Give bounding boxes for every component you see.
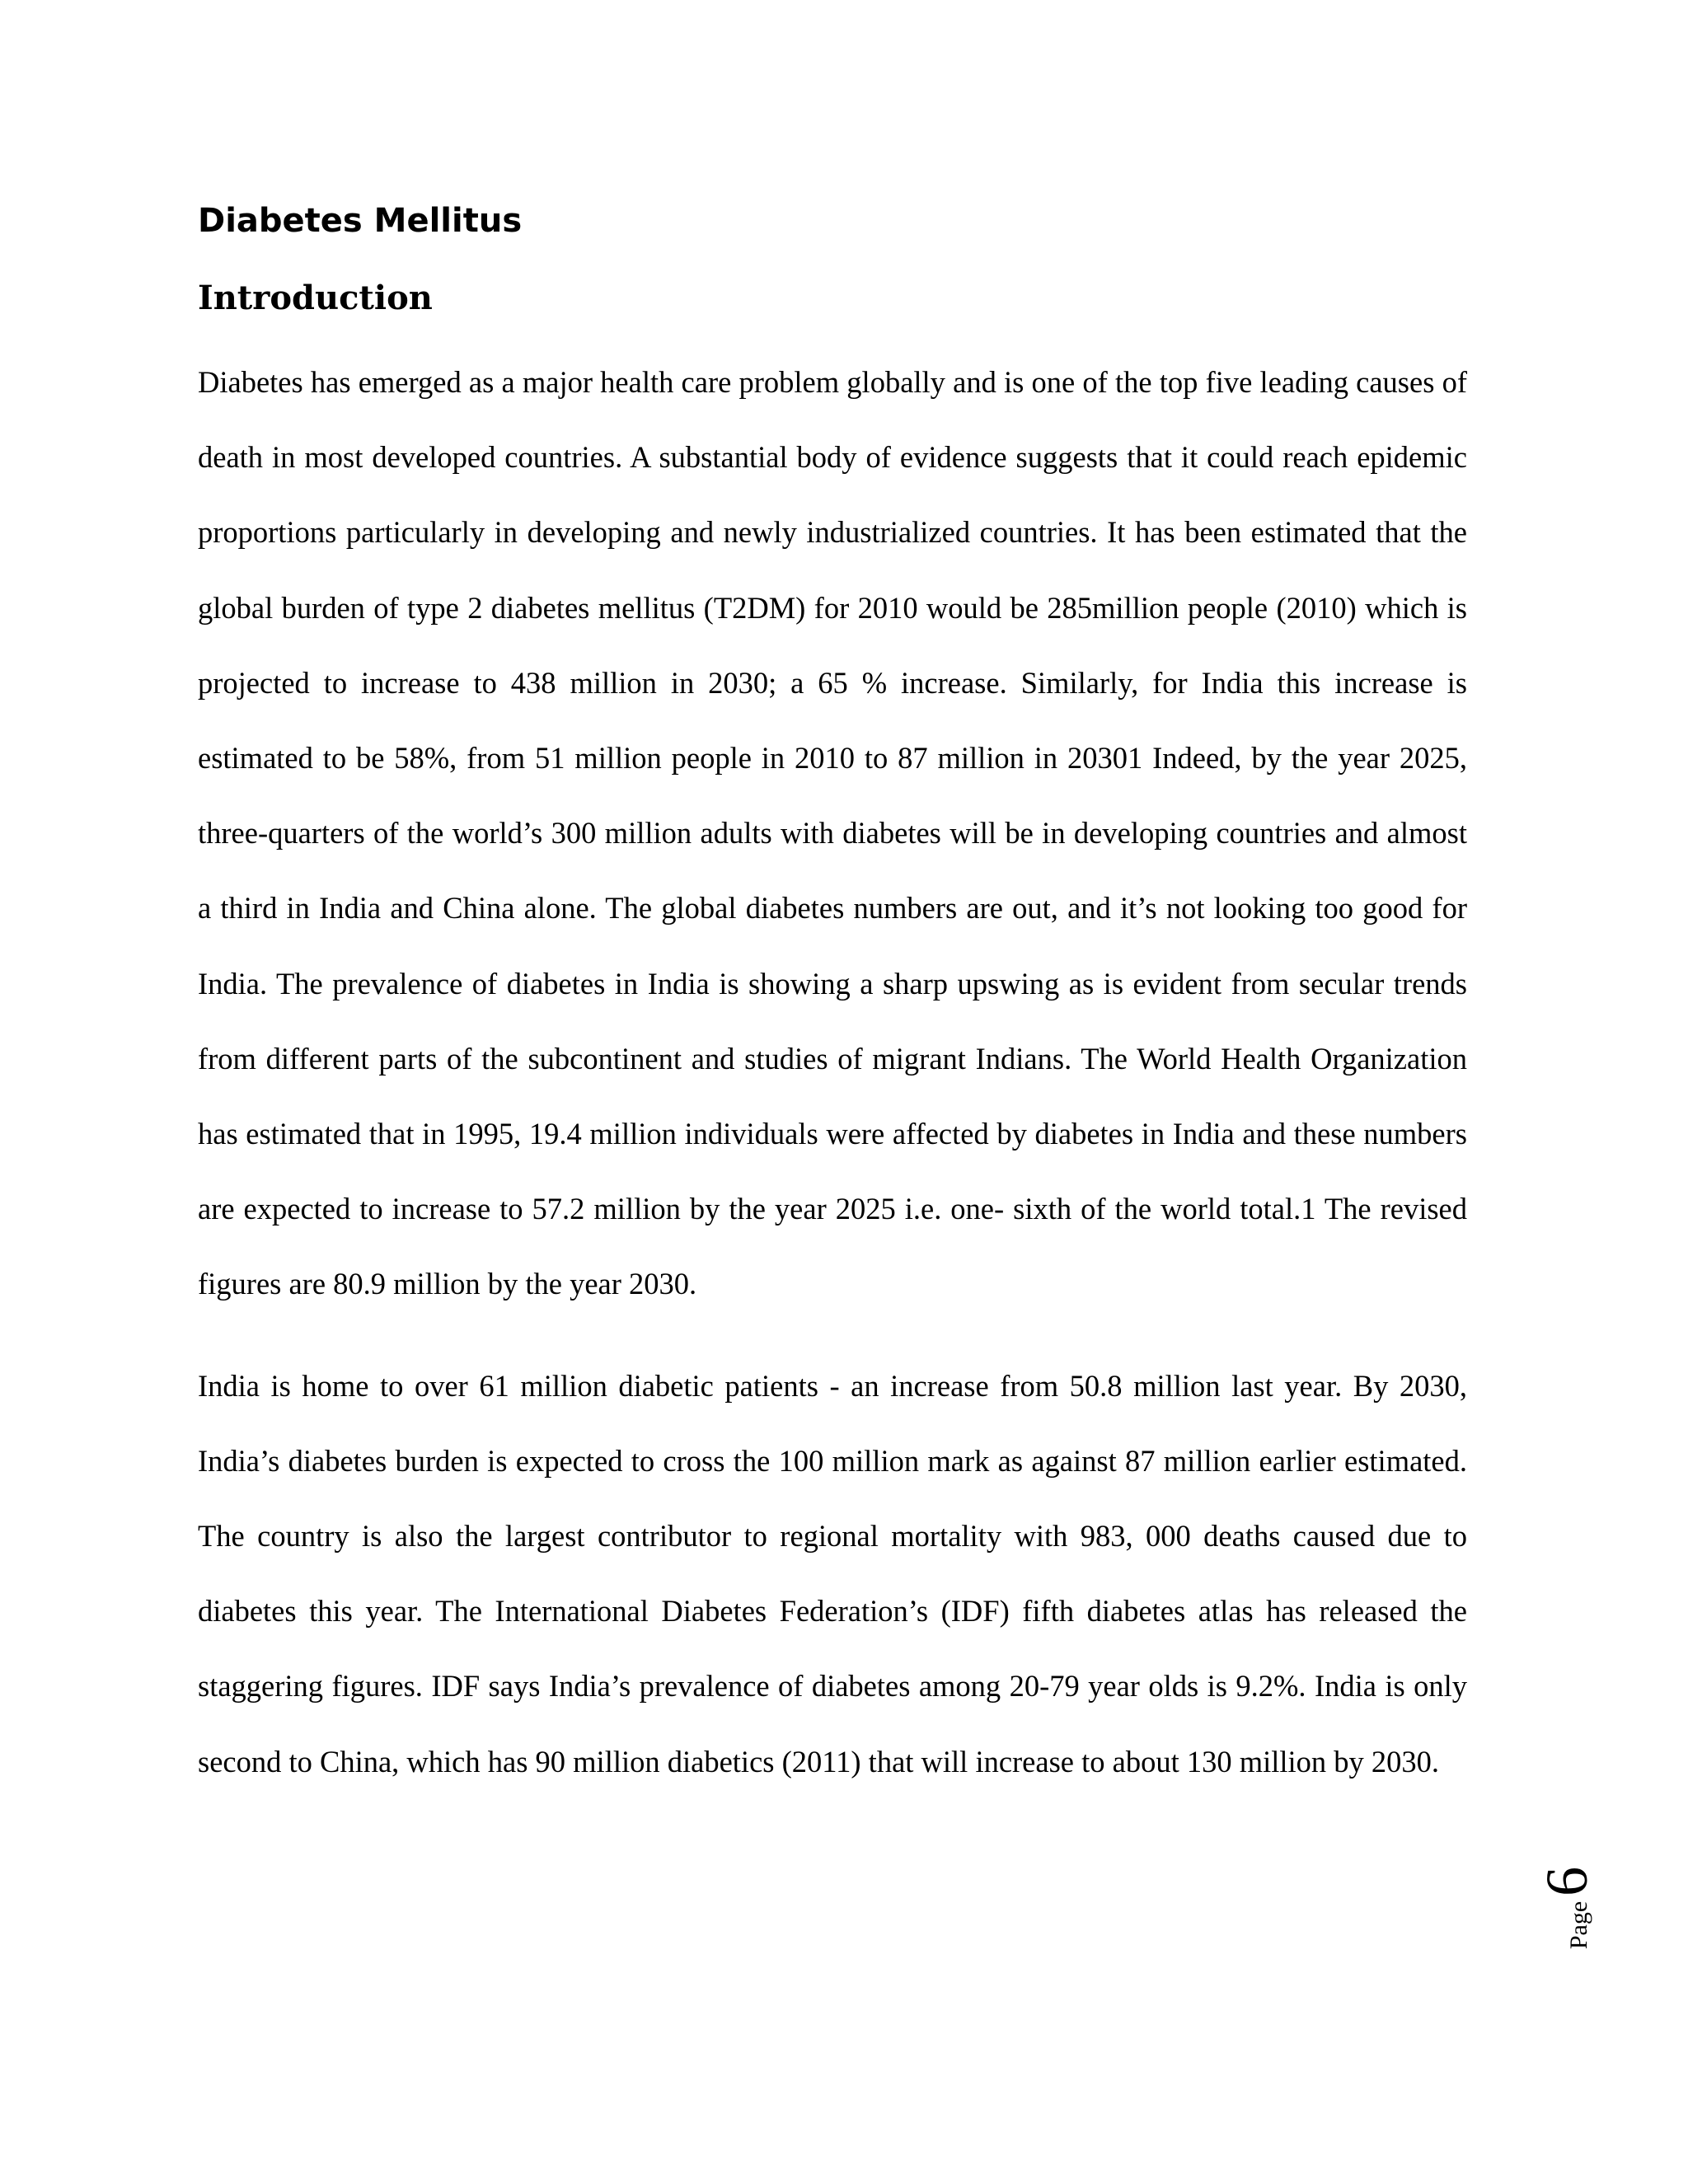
paragraph: Diabetes has emerged as a major health care problem globally and is one of the top five leading causes of death in most developed countries. A substantial body of evidence suggests that it could reach epidemic proportions particularly in developing and newly industrialized countries. It has been estimated that the global burden of type 2 diabetes mellitus (T2DM) for 2010 would be 285million people (2010) which is projected to increase to 438 million in 2030; a 65 % increase. Similarly, for India this increase is estimated to be 58%, from 51 million people in 2010 to 87 million in 20301 Indeed, by the year 2025, three-quarters of the world’s 300 million adults with diabetes will be in developing countries and almost a third in India and China alone. The global diabetes numbers are out, and it’s not looking too good for India. The prevalence of diabetes in India is showing a sharp upswing as is evident from secular trends from different parts of the subcontinent and studies of migrant Indians. The World Health Organization has estimated that in 1995, 19.4 million individuals were affected by diabetes in India and these numbers are expected to increase to 57.2 million by the year 2025 i.e. one- sixth of the world total.1 The revised figures are 80.9 million by the year 2030. <box>198 365 1467 1301</box>
page-number <box>1533 1866 1640 1950</box>
document-title: Diabetes Mellitus <box>198 202 523 240</box>
section-heading: Introduction <box>198 279 433 317</box>
page-label: Page <box>1565 1900 1592 1950</box>
page-content <box>198 198 1467 1799</box>
paragraph: India is home to over 61 million diabetic patients - an increase from 50.8 million last year. By 2030, India’s diabetes burden is expected to cross the 100 million mark as against 87 million earlier estimated. The country is also the largest contributor to regional mortality with 983, 000 deaths caused due to diabetes this year. The International Diabetes Federation’s (IDF) fifth diabetes atlas has released the staggering figures. IDF says India’s prevalence of diabetes among 20-79 year olds is 9.2%. India is only second to China, which has 90 million diabetics (2011) that will increase to about 130 million by 2030. <box>198 1368 1467 1779</box>
page-number-value: 6 <box>1534 1866 1600 1896</box>
